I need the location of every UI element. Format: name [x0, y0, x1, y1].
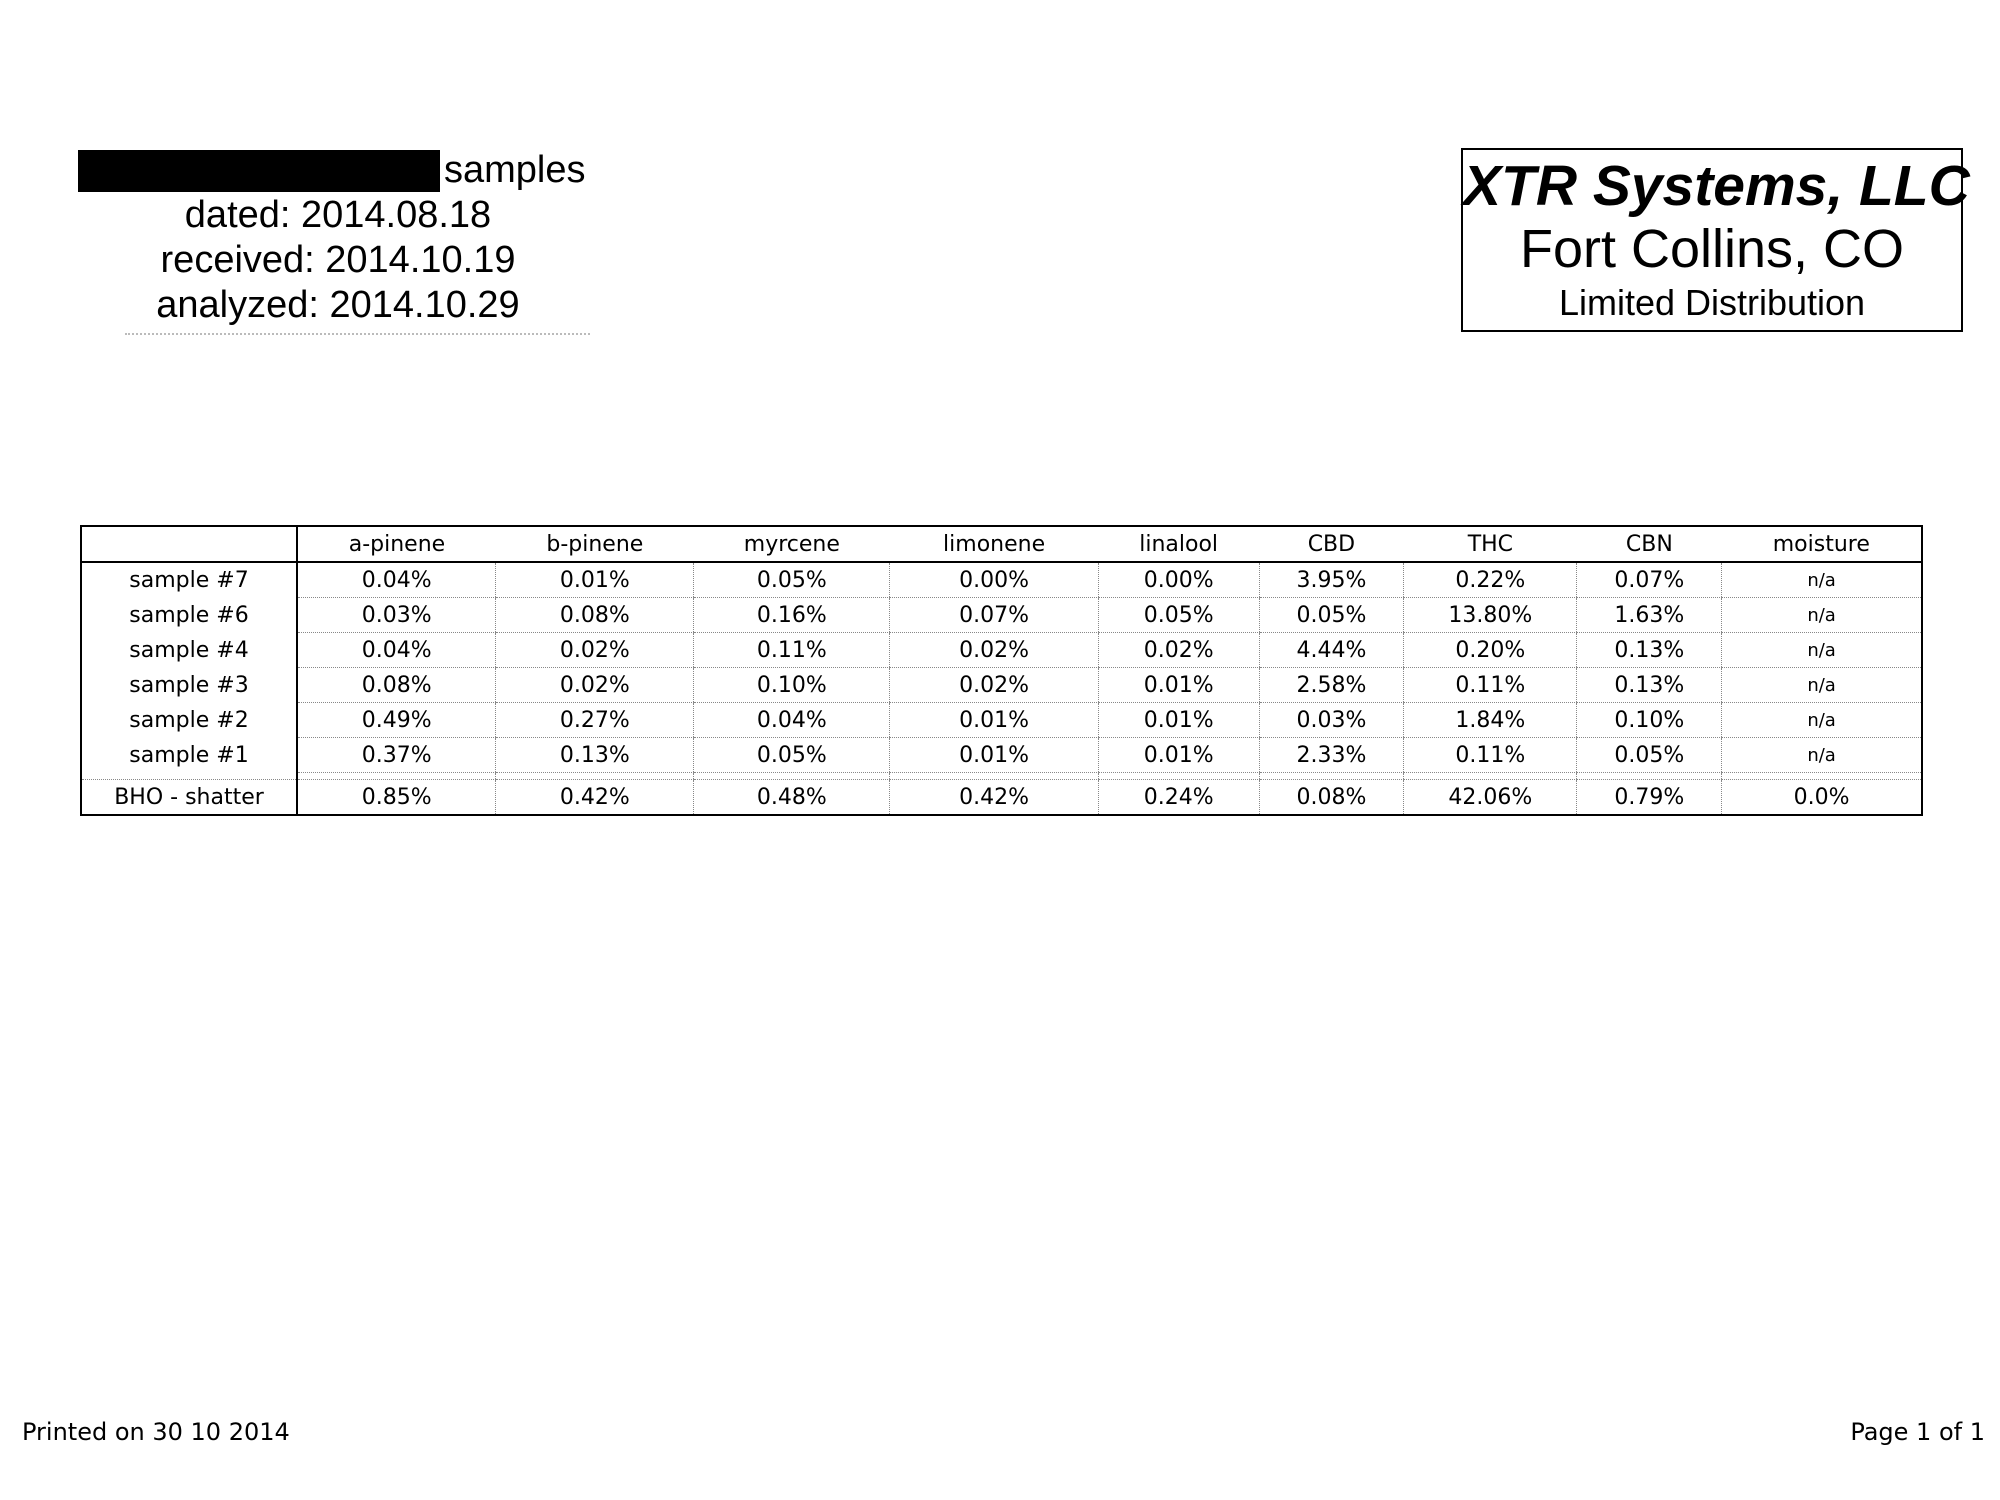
spacer-row [81, 773, 1922, 780]
sample-info-block [78, 148, 598, 328]
table-cell: 0.01% [1098, 703, 1259, 738]
header-corner-cell [81, 526, 297, 562]
table-cell: n/a [1722, 562, 1922, 598]
page-number: Page 1 of 1 [1850, 1418, 1985, 1446]
table-cell: n/a [1722, 633, 1922, 668]
table-cell: n/a [1722, 598, 1922, 633]
table-cell: 0.13% [1577, 668, 1722, 703]
spacer-cell [1577, 773, 1722, 780]
table-header-row [81, 526, 1922, 562]
spacer-cell [81, 773, 297, 780]
company-box [1461, 148, 1970, 332]
received-line: received: 2014.10.19 [160, 239, 516, 281]
table-cell: 0.10% [1577, 703, 1722, 738]
table-row [81, 562, 1922, 598]
table-cell: 0.02% [496, 668, 694, 703]
dotted-divider [125, 333, 590, 335]
row-label: sample #1 [81, 738, 297, 773]
row-label: BHO - shatter [81, 780, 297, 816]
spacer-cell [694, 773, 890, 780]
table-cell: 0.07% [1577, 562, 1722, 598]
table-cell: 0.01% [890, 703, 1098, 738]
table-cell: 0.02% [496, 633, 694, 668]
table-cell: 4.44% [1259, 633, 1404, 668]
table-cell: 42.06% [1404, 780, 1577, 816]
table-cell: 0.11% [1404, 738, 1577, 773]
row-label: sample #7 [81, 562, 297, 598]
spacer-cell [1404, 773, 1577, 780]
table-cell: 0.05% [694, 738, 890, 773]
table-row [81, 738, 1922, 773]
table-cell: 0.02% [1098, 633, 1259, 668]
table-cell: 0.37% [297, 738, 496, 773]
table-cell: 0.01% [496, 562, 694, 598]
samples-word: samples [444, 149, 586, 191]
table-cell: 0.05% [1577, 738, 1722, 773]
table-cell: n/a [1722, 668, 1922, 703]
table-cell: 0.00% [1098, 562, 1259, 598]
table-cell: 0.22% [1404, 562, 1577, 598]
column-header: CBN [1577, 526, 1722, 562]
table-cell: 0.49% [297, 703, 496, 738]
table-cell: 2.58% [1259, 668, 1404, 703]
table-cell: 0.03% [297, 598, 496, 633]
table-cell: n/a [1722, 703, 1922, 738]
table-cell: 2.33% [1259, 738, 1404, 773]
spacer-cell [1722, 773, 1922, 780]
row-label: sample #6 [81, 598, 297, 633]
table-cell: 0.01% [1098, 668, 1259, 703]
table-cell: 0.24% [1098, 780, 1259, 816]
table-cell: 3.95% [1259, 562, 1404, 598]
table-cell: 0.07% [890, 598, 1098, 633]
column-header: a-pinene [297, 526, 496, 562]
spacer-cell [496, 773, 694, 780]
table-cell: 0.01% [1098, 738, 1259, 773]
spacer-cell [1098, 773, 1259, 780]
row-label: sample #3 [81, 668, 297, 703]
table-cell: 0.13% [496, 738, 694, 773]
table-row [81, 633, 1922, 668]
redaction-block [78, 150, 440, 192]
table-cell: n/a [1722, 738, 1922, 773]
company-city: Fort Collins, CO [1519, 219, 1905, 279]
column-header: b-pinene [496, 526, 694, 562]
table-row [81, 668, 1922, 703]
table-cell: 0.08% [1259, 780, 1404, 816]
column-header: limonene [890, 526, 1098, 562]
table-cell: 0.11% [694, 633, 890, 668]
samples-line [78, 148, 598, 193]
table-cell: 0.42% [890, 780, 1098, 816]
table-cell: 0.08% [297, 668, 496, 703]
table-cell: 0.04% [297, 562, 496, 598]
table-cell: 0.02% [890, 633, 1098, 668]
table-cell: 0.11% [1404, 668, 1577, 703]
table-cell: 0.85% [297, 780, 496, 816]
printed-date: Printed on 30 10 2014 [22, 1418, 290, 1446]
column-header: THC [1404, 526, 1577, 562]
company-distribution: Limited Distribution [1558, 282, 1866, 323]
table-cell: 0.08% [496, 598, 694, 633]
table-row [81, 703, 1922, 738]
table-cell: 0.20% [1404, 633, 1577, 668]
company-name: XTR Systems, LLC [1463, 154, 1970, 218]
table-cell: 13.80% [1404, 598, 1577, 633]
table-cell: 0.04% [694, 703, 890, 738]
row-label: sample #4 [81, 633, 297, 668]
table-cell: 0.00% [890, 562, 1098, 598]
dated-line: dated: 2014.08.18 [184, 194, 492, 236]
table-cell: 0.01% [890, 738, 1098, 773]
table-row [81, 598, 1922, 633]
table-cell: 0.10% [694, 668, 890, 703]
table-cell: 0.13% [1577, 633, 1722, 668]
table-cell: 0.05% [694, 562, 890, 598]
table-cell: 0.04% [297, 633, 496, 668]
table-cell: 0.48% [694, 780, 890, 816]
spacer-cell [297, 773, 496, 780]
table-cell: 0.03% [1259, 703, 1404, 738]
column-header: linalool [1098, 526, 1259, 562]
table-row-bho-shatter [81, 780, 1922, 816]
table-cell: 0.16% [694, 598, 890, 633]
row-label: sample #2 [81, 703, 297, 738]
table-cell: 1.63% [1577, 598, 1722, 633]
column-header: myrcene [694, 526, 890, 562]
table-cell: 0.27% [496, 703, 694, 738]
column-header: CBD [1259, 526, 1404, 562]
spacer-cell [890, 773, 1098, 780]
table-cell: 0.05% [1098, 598, 1259, 633]
table-cell: 1.84% [1404, 703, 1577, 738]
table-cell: 0.05% [1259, 598, 1404, 633]
spacer-cell [1259, 773, 1404, 780]
table-cell: 0.42% [496, 780, 694, 816]
table-cell: 0.02% [890, 668, 1098, 703]
results-table [80, 525, 1923, 816]
table-cell: 0.0% [1722, 780, 1922, 816]
table-cell: 0.79% [1577, 780, 1722, 816]
analyzed-line: analyzed: 2014.10.29 [156, 284, 520, 326]
column-header: moisture [1722, 526, 1922, 562]
